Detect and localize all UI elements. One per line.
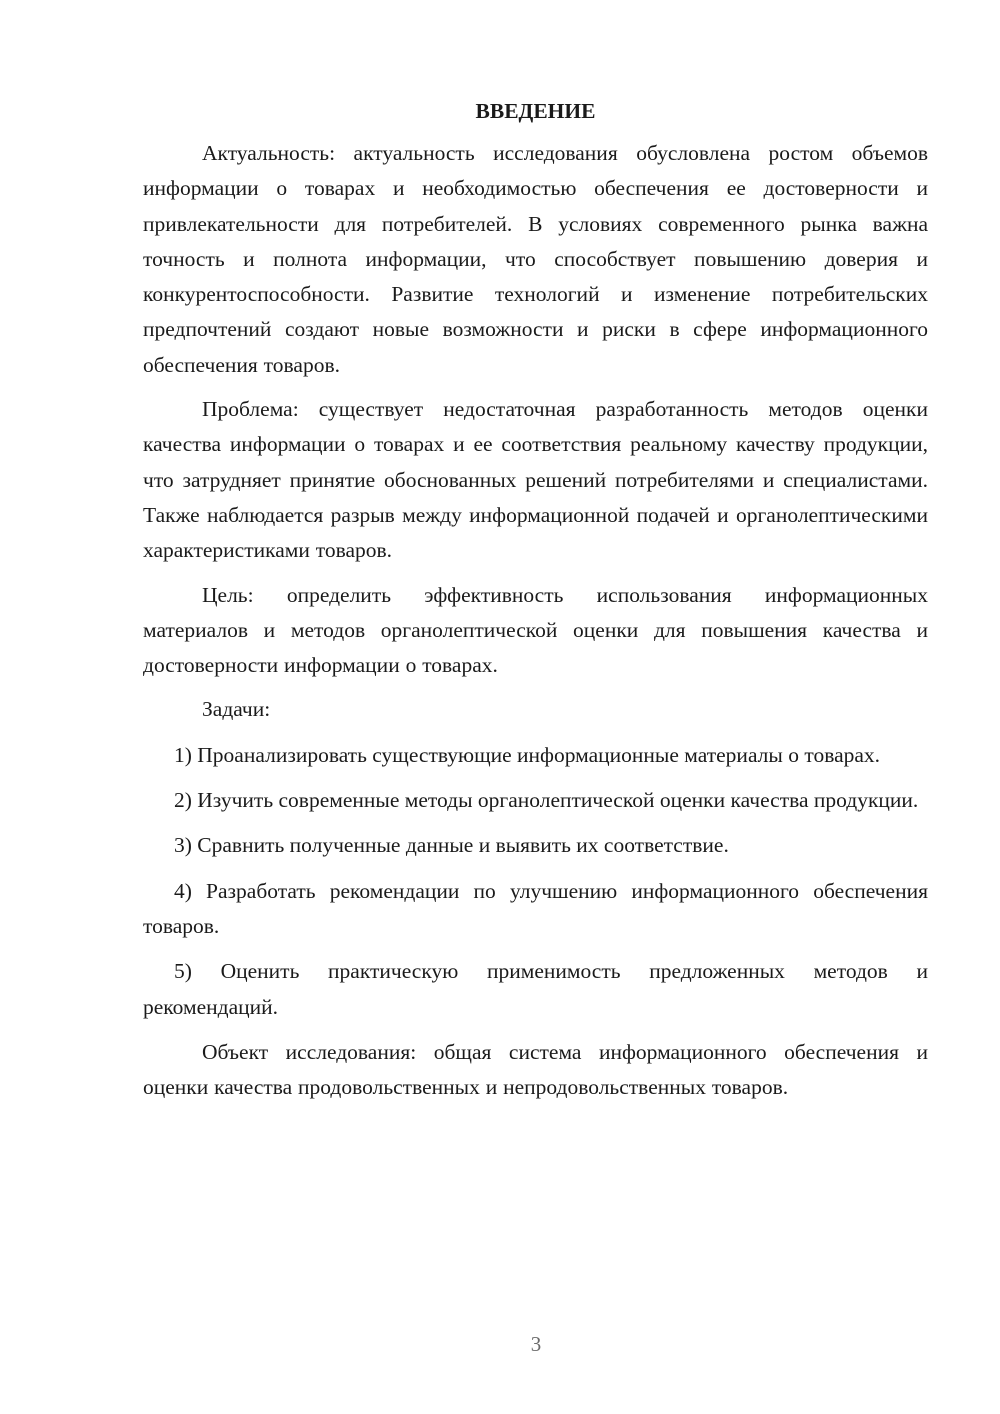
task-item-4: 4) Разработать рекомендации по улучшению информационного обеспечения товаров. <box>143 878 928 938</box>
task-item-2: 2) Изучить современные методы органолептической оценки качества продукции. <box>174 788 919 813</box>
paragraph-problem: Проблема: существует недостаточная разработанность методов оценки качества информации о товарах и ее соответствия реальному качеству продукции, что затрудняет принятие обоснованных решений потребителями и специалистами. Также наблюдается разрыв между информационной подачей и органолептическими характеристиками товаров. <box>143 397 928 563</box>
tasks-list <box>143 738 928 1025</box>
paragraph-object: Объект исследования: общая система информационного обеспечения и оценки качества продовольственных и непродовольственных товаров. <box>143 1039 928 1100</box>
task-item-5: 5) Оценить практическую применимость предложенных методов и рекомендаций. <box>143 959 928 1019</box>
task-item-3: 3) Сравнить полученные данные и выявить их соответствие. <box>174 833 729 858</box>
task-item-1: 1) Проанализировать существующие информационные материалы о товарах. <box>174 742 881 767</box>
section-heading: ВВЕДЕНИЕ <box>475 99 596 123</box>
page-number: 3 <box>530 1332 542 1356</box>
tasks-label: Задачи: <box>202 697 271 722</box>
paragraph-relevance: Актуальность: актуальность исследования обусловлена ростом объемов информации о товарах и необходимостью обеспечения ее достоверности и привлекательности для потребителей. В условиях современного рынка важна точность и полнота информации, что способствует повышению доверия и конкурентоспособности. Развитие технологий и изменение потребительских предпочтений создают новые возможности и риски в сфере информационного обеспечения товаров. <box>143 141 928 377</box>
page-content <box>143 96 928 1105</box>
paragraph-goal: Цель: определить эффективность использования информационных материалов и методов органолептической оценки для повышения качества и достоверности информации о товарах. <box>143 582 928 678</box>
